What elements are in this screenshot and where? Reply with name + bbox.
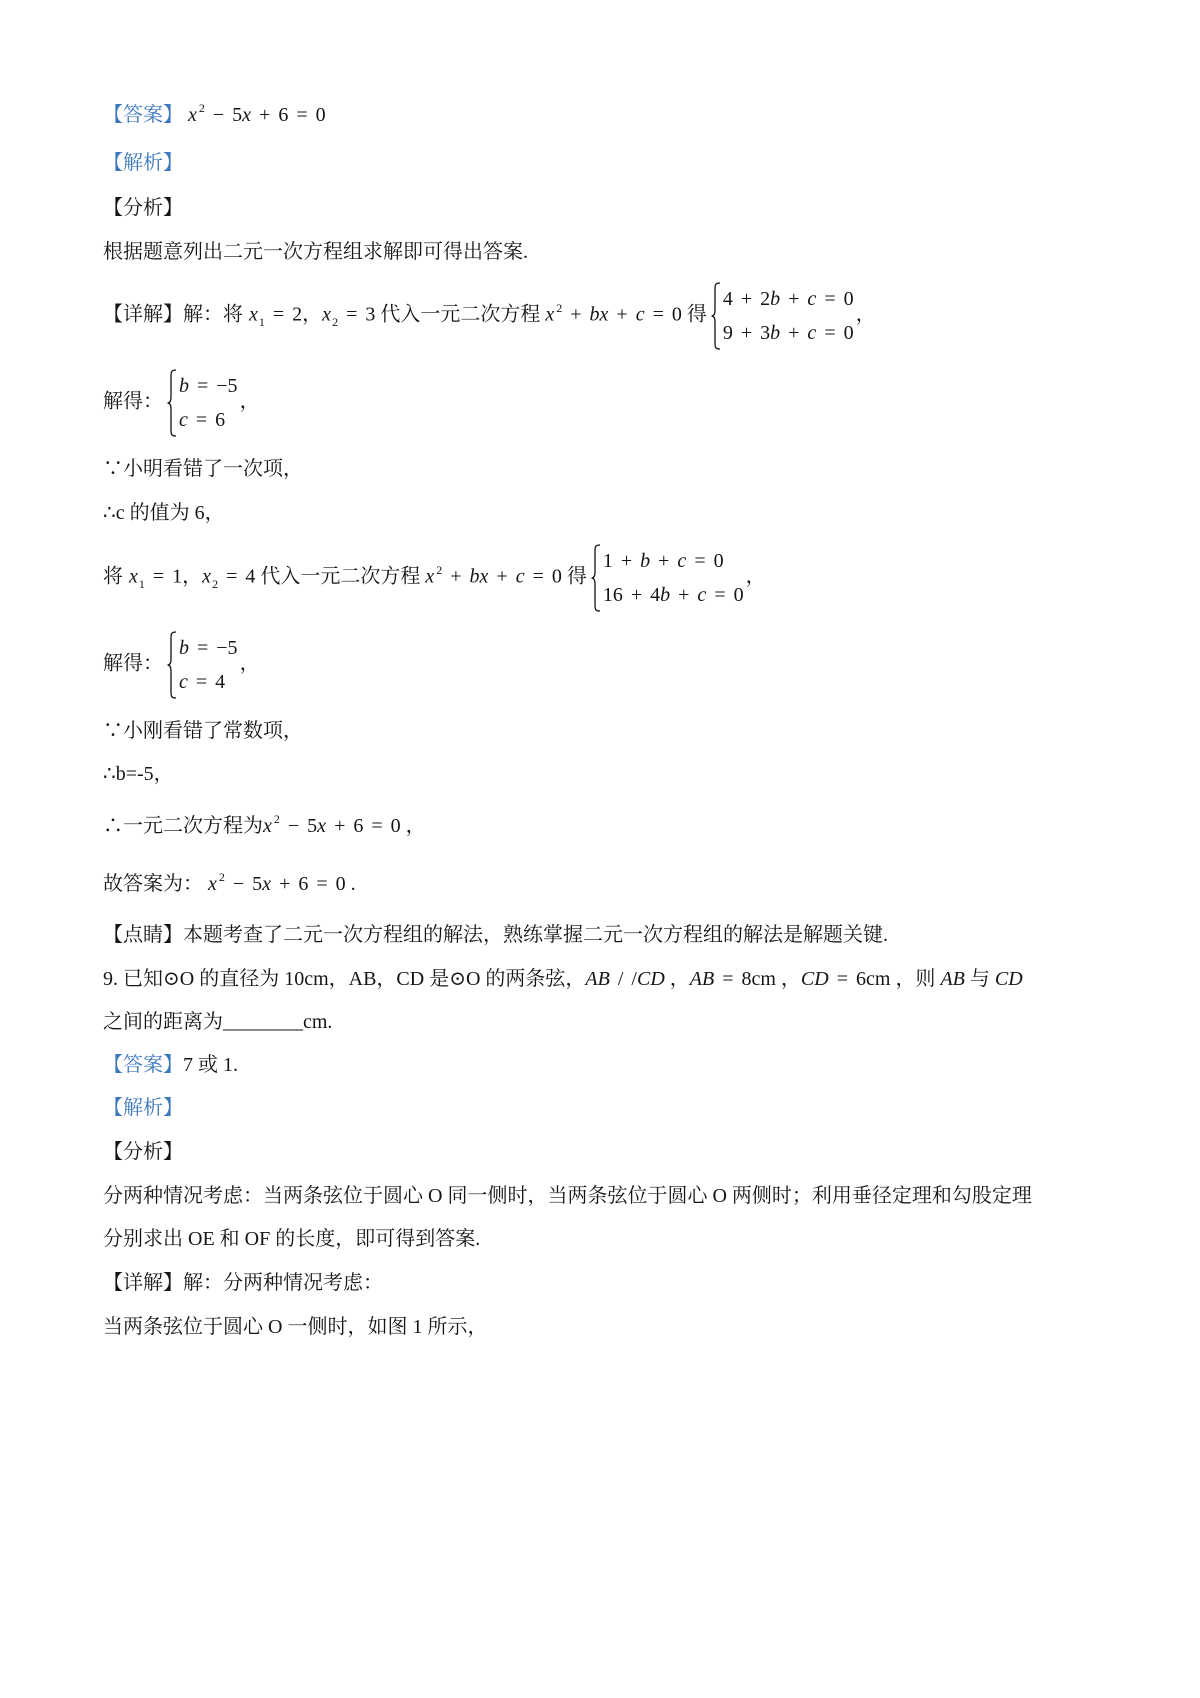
system-equation-1: 1 + b + c = 0: [602, 550, 724, 572]
math-variable: C: [636, 968, 651, 990]
system-equation-2: 9 + 3b + c = 0: [722, 322, 854, 344]
step2-equation-rest: + bx + c = 0: [442, 565, 562, 588]
math-variable: x: [263, 815, 272, 837]
math-variable: c: [515, 565, 525, 588]
q8-final-answer: [103, 871, 356, 897]
math-variable: B: [952, 968, 965, 990]
math-variable: x: [599, 303, 609, 326]
math-variable: c: [807, 322, 817, 344]
math-variable: x: [262, 873, 272, 895]
answer-label: 【答案】: [103, 1054, 183, 1076]
step2-equation-exponent: 2: [436, 562, 443, 577]
solve1-end: ，: [239, 390, 260, 413]
stem-parallel: AB / /CD: [585, 968, 665, 990]
q9-stem-line2: 之间的距离为________cm.: [103, 1011, 333, 1033]
math-variable: x: [479, 565, 489, 588]
step2-x2-subscript: 2: [212, 576, 219, 591]
step2-lead: 将: [103, 565, 123, 588]
math-variable: x: [208, 873, 217, 895]
math-variable: x: [188, 104, 197, 126]
q9-stem-line1: [103, 966, 1023, 992]
solve1-system: [167, 369, 238, 437]
final-answer-rest: − 5x + 6 = 0: [224, 873, 346, 895]
math-variable: B: [597, 968, 610, 990]
math-variable: x: [425, 565, 435, 588]
step2-x2-base: [202, 566, 211, 588]
q8-detail-step2: [103, 544, 766, 612]
stem-ab: [940, 968, 964, 990]
step1-x2-subscript: 2: [332, 314, 339, 329]
math-variable: b: [589, 303, 600, 326]
step1-equation-system: [711, 282, 854, 350]
solve1-lead: 解得：: [103, 390, 163, 413]
q8-therefore2: ∴b=-5，: [103, 763, 174, 785]
equation-line-exponent: 2: [273, 812, 280, 826]
q9-detail: [103, 1270, 383, 1296]
math-variable: C: [800, 968, 815, 990]
solution-b: b = −5: [179, 375, 238, 397]
math-variable: D: [650, 968, 665, 990]
q8-fenxi-label: 【分析】: [103, 197, 183, 219]
step2-end: ，: [745, 565, 766, 588]
q8-because1: ∵小明看错了一次项，: [103, 458, 303, 480]
system-rows: [723, 282, 854, 350]
math-variable: x: [545, 303, 555, 326]
math-variable: A: [585, 968, 598, 990]
step2-equation-system: [591, 544, 744, 612]
brace-icon: [591, 544, 601, 612]
math-variable: A: [689, 968, 702, 990]
q9-fenxi-line-1: 分两种情况考虑：当两条弦位于圆心 O 同一侧时，当两条弦位于圆心 O 两侧时；利用垂径定理和勾股定理: [103, 1185, 1032, 1207]
math-variable: D: [1008, 968, 1023, 990]
q8-because2: ∵小刚看错了常数项，: [103, 720, 303, 742]
math-variable: B: [701, 968, 715, 990]
step2-equation-base: [425, 566, 434, 588]
brace-icon: [167, 631, 177, 699]
q8-jiexi-label: 【解析】: [103, 152, 183, 174]
brace-icon: [711, 282, 721, 350]
stem-cd-length: CD = 6cm: [800, 968, 891, 990]
math-variable: x: [129, 565, 138, 588]
step1-end: ，: [855, 303, 876, 326]
step2-de: 得: [566, 565, 587, 588]
brace-icon: [167, 369, 177, 437]
step2-x2-value: = 4: [218, 565, 256, 588]
math-variable: b: [770, 288, 781, 310]
final-answer-lead: 故答案为：: [103, 873, 203, 895]
step1-x2-value: = 3: [338, 303, 376, 326]
final-answer-exponent: 2: [218, 870, 225, 884]
math-variable: x: [202, 565, 212, 588]
step1-equation-exponent: 2: [556, 300, 563, 315]
math-variable: b: [770, 322, 781, 344]
final-answer-end: .: [350, 873, 356, 895]
answer-text: 7 或 1.: [183, 1054, 238, 1076]
final-answer-base: [208, 873, 217, 895]
solve2-system: [167, 631, 238, 699]
q8-solve1: [103, 369, 260, 437]
q9-fenxi-line-2: 分别求出 OE 和 OF 的长度，即可得到答案.: [103, 1228, 481, 1250]
step2-x1-base: [129, 566, 138, 588]
detail-text: 解：分两种情况考虑：: [183, 1272, 383, 1294]
system-equation-1: 4 + 2b + c = 0: [722, 288, 854, 310]
math-variable: x: [322, 303, 332, 326]
stem-cd: [995, 968, 1023, 990]
step2-x1-value: = 1: [144, 565, 183, 588]
detail-label: 【详解】: [103, 303, 183, 326]
math-variable: b: [660, 584, 671, 606]
system-rows: [603, 544, 744, 612]
step2-x1-subscript: 1: [138, 576, 145, 591]
answer-expression-base: [188, 104, 197, 126]
math-variable: x: [317, 815, 327, 837]
dianjing-text: 本题考查了二元一次方程组的解法，熟练掌握二元一次方程组的解法是解题关键.: [183, 924, 888, 946]
system-equation-2: 16 + 4b + c = 0: [602, 584, 744, 606]
math-variable: x: [249, 303, 258, 326]
q8-therefore1: ∴c 的值为 6，: [103, 502, 225, 524]
q9-fenxi-label: 【分析】: [103, 1141, 183, 1163]
solution-b: b = −5: [179, 637, 238, 659]
step1-lead: 解：将: [183, 303, 243, 326]
system-rows: [179, 369, 238, 437]
system-rows: [179, 631, 238, 699]
step1-equation-rest: + bx + c = 0: [562, 303, 682, 326]
stem-text-2: 与: [969, 968, 990, 990]
equation-line-lead: ∴一元二次方程为: [103, 815, 263, 837]
step1-x1-base: [249, 304, 258, 326]
q8-fenxi-text: 根据题意列出二元一次方程组求解即可得出答案.: [103, 241, 528, 263]
stem-comma-1: ，: [669, 968, 690, 990]
math-variable: C: [994, 968, 1009, 990]
q9-jiexi-label: 【解析】: [103, 1097, 183, 1119]
math-variable: b: [179, 375, 189, 397]
math-variable: c: [179, 409, 188, 431]
q8-detail-step1: [103, 282, 876, 350]
solve2-end: ，: [239, 652, 260, 675]
q8-answer-line: [103, 102, 326, 128]
equation-line-end: ，: [405, 815, 426, 837]
q9-case1: 当两条弦位于圆心 O 一侧时，如图 1 所示，: [103, 1316, 488, 1338]
question-number: 9.: [103, 968, 118, 990]
math-variable: c: [635, 303, 645, 326]
solution-c: c = 4: [179, 671, 226, 693]
answer-expression-exponent: 2: [198, 101, 205, 115]
q8-solve2: [103, 631, 260, 699]
dianjing-label: 【点睛】: [103, 924, 183, 946]
step1-x1-subscript: 1: [258, 314, 265, 329]
stem-comma-2: ，: [780, 968, 801, 990]
math-variable: c: [179, 671, 188, 693]
math-variable: c: [807, 288, 817, 310]
answer-label: 【答案】: [103, 104, 183, 126]
stem-ab-length: AB = 8cm: [689, 968, 776, 990]
stem-comma-3: ，则: [895, 968, 936, 990]
math-variable: c: [677, 550, 687, 572]
step1-separator: ，: [302, 303, 323, 326]
math-variable: b: [640, 550, 651, 572]
answer-expression-rest: − 5x + 6 = 0: [204, 104, 326, 126]
math-variable: b: [469, 565, 480, 588]
q9-answer-line: [103, 1052, 238, 1078]
solution-c: c = 6: [179, 409, 226, 431]
step1-x2-base: [322, 304, 331, 326]
step1-de: 得: [686, 303, 707, 326]
math-variable: b: [179, 637, 189, 659]
q8-equation-line: [103, 813, 426, 839]
math-variable: c: [697, 584, 707, 606]
step2-separator: ，: [182, 565, 203, 588]
stem-text-1: 已知⊙O 的直径为 10cm，AB，CD 是⊙O 的两条弦，: [123, 968, 586, 990]
detail-label: 【详解】: [103, 1272, 183, 1294]
step1-x1-value: = 2: [264, 303, 303, 326]
step1-equation-base: [545, 304, 554, 326]
equation-line-base: [263, 815, 272, 837]
step1-middle-text: 代入一元二次方程: [380, 303, 541, 326]
step2-middle-text: 代入一元二次方程: [260, 565, 421, 588]
equation-line-rest: − 5x + 6 = 0: [279, 815, 401, 837]
solve2-lead: 解得：: [103, 652, 163, 675]
math-variable: D: [814, 968, 829, 990]
math-variable: x: [242, 104, 252, 126]
q8-dianjing: [103, 922, 888, 948]
math-variable: A: [940, 968, 953, 990]
